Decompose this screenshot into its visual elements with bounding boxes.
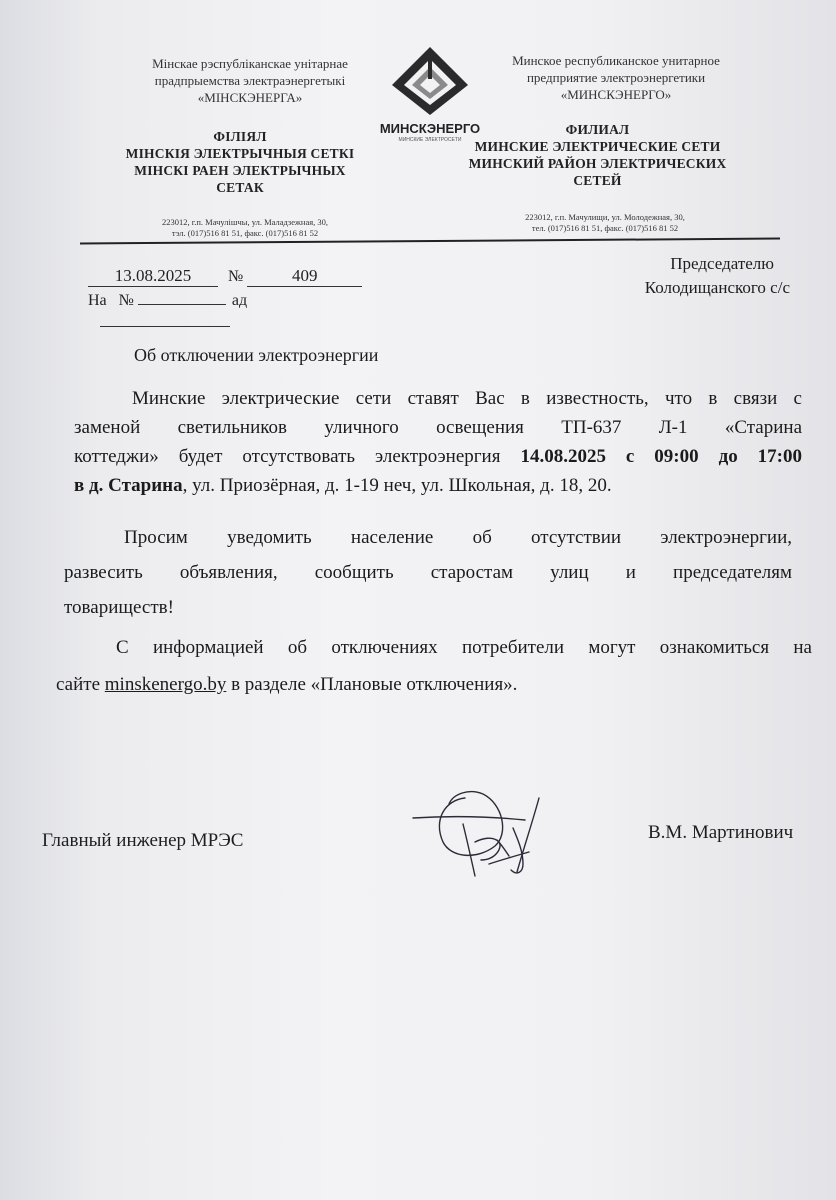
right-branch-line: ФИЛИАЛ [565,122,630,137]
signature-icon [405,780,555,890]
paragraph-2-line: развесить объявления, сообщить старостам улиц и председателям [64,562,792,583]
paragraph-1-line: заменой светильников уличного освещения ТП-637 Л-1 «Старина [74,417,802,438]
right-address [470,212,740,234]
paragraph-1-line [74,471,802,500]
right-branch-line: СЕТЕЙ [573,173,622,188]
handwritten-signature [405,780,555,890]
signatory-name: В.М. Мартинович [648,822,794,843]
left-address-line: тэл. (017)516 81 51, факс. (017)516 81 52 [171,228,319,238]
right-branch-line: МИНСКИЕ ЭЛЕКТРИЧЕСКИЕ СЕТИ [474,139,721,154]
ref-date-label: ад [231,292,248,309]
ref-label: На [88,292,107,309]
left-org-line: «МІНСКЭНЕРГА» [197,90,303,105]
left-org-name [100,55,400,106]
right-org-line: предприятие электроэнергетики [526,70,706,85]
paragraph-1-line: Минские электрические сети ставят Вас в известность, что в связи с [132,388,802,409]
paragraph-3-line: С информацией об отключениях потребители могут ознакомиться на [116,637,812,658]
left-branch-line: СЕТАК [216,180,264,195]
right-branch-name [425,121,770,189]
registration-line-2 [88,288,388,310]
right-org-line: Минское республиканское унитарное [512,53,720,68]
left-branch-line: МІНСКІ РАЕН ЭЛЕКТРЫЧНЫХ [134,163,346,178]
right-org-line: «МИНСКЭНЕРГО» [560,87,672,102]
paragraph-3-text: сайте [56,674,105,695]
paragraph-1-text: коттеджи» будет отсутствовать электроэнергия [74,446,521,467]
registration-block [88,266,388,310]
left-org-line: Мінскае рэспубліканскае унітарнае [152,56,348,71]
paragraph-1-line [74,442,802,471]
ref-number-label: № [118,292,134,309]
paragraph-3 [56,633,812,699]
right-address-line: тел. (017)516 81 51, факс. (017)516 81 52 [531,223,679,233]
document-number-label: № [228,268,244,285]
company-logo [390,45,470,117]
outage-date-time: 14.08.2025 с 09:00 до 17:00 [520,446,803,467]
document-number: 409 [247,266,362,287]
website-link[interactable]: minskenergo.by [104,674,227,695]
paragraph-3-line [56,670,812,699]
recipient-line: Председателю [670,254,774,273]
logo-text: МИНСКЭНЕРГО [379,121,481,136]
left-address-line: 223012, г.п. Мачулішчы, ул. Маладзежная, 30, [161,217,329,227]
left-branch-line: ФІЛІЯЛ [213,129,267,144]
paragraph-2 [64,523,792,622]
paragraph-3-text: в разделе «Плановые отключения». [226,674,518,695]
right-branch-line: МИНСКИЙ РАЙОН ЭЛЕКТРИЧЕСКИХ [468,156,727,171]
right-address-line: 223012, г.п. Мачулищи, ул. Молодежная, 30, [525,212,685,222]
paragraph-1 [74,384,802,500]
logo-subtext: МИНСКИЕ ЭЛЕКТРОСЕТИ [398,137,462,143]
signatory-position: Главный инженер МРЭС [42,830,244,851]
right-org-name [466,52,766,103]
paragraph-2-line: Просим уведомить население об отсутствии электроэнергии, [124,527,792,548]
left-org-line: прадпрыемства электраэнергетыкі [154,73,346,88]
company-logo-icon [390,45,470,117]
left-branch-line: МІНСКІЯ ЭЛЕКТРЫЧНЫЯ СЕТКІ [125,146,355,161]
registration-line-1 [88,266,388,288]
paragraph-2-line: товариществ! [64,597,174,618]
paragraph-1-text: , ул. Приозёрная, д. 1-19 неч, ул. Школьная, д. 18, 20. [182,475,612,496]
left-address [110,217,380,239]
recipient-line: Колодищанского с/с [644,278,790,297]
outage-location: в д. Старина [74,475,183,496]
document-date: 13.08.2025 [88,266,218,287]
ref-date [100,310,230,327]
left-branch-name [85,128,395,196]
letter-subject: Об отключении электроэнергии [134,345,379,365]
recipient [560,252,790,300]
ref-number [138,288,226,305]
